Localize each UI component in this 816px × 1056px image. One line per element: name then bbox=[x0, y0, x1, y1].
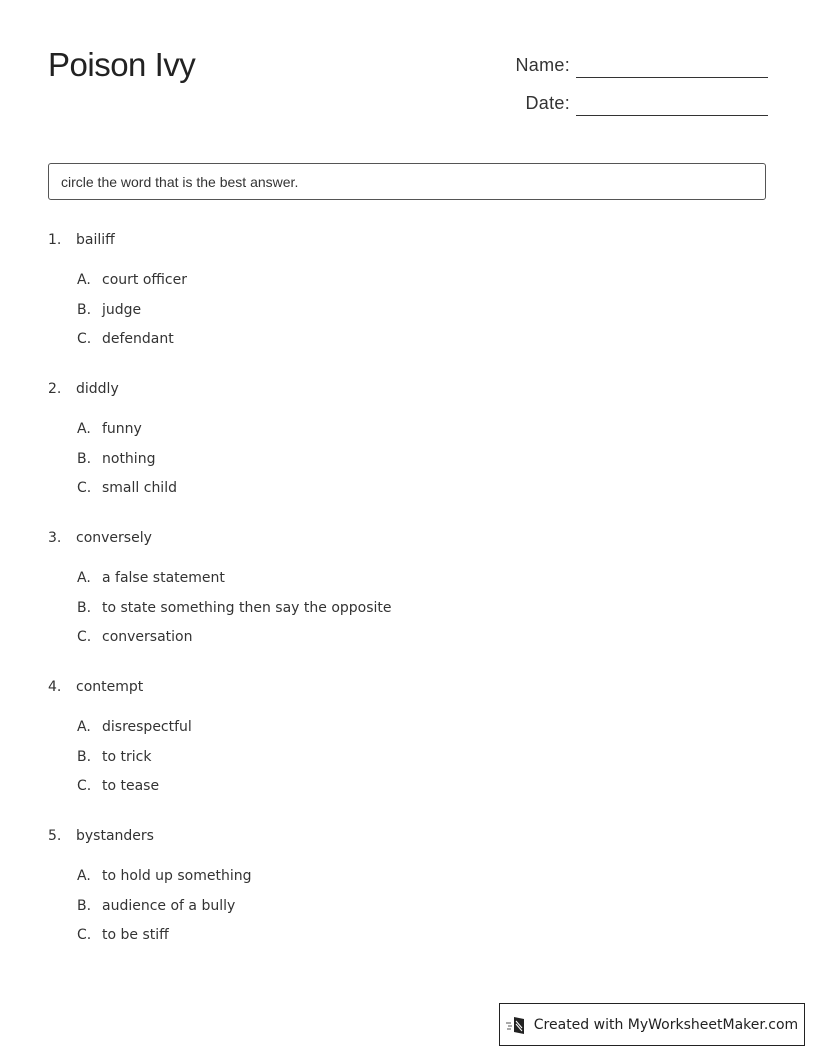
option-text-c[interactable]: conversation bbox=[102, 629, 193, 645]
option-letter-b: B. bbox=[77, 749, 92, 765]
question-number: 1. bbox=[48, 232, 62, 248]
name-blank-line[interactable] bbox=[576, 77, 768, 78]
option-letter-c: C. bbox=[77, 629, 92, 645]
option-text-a[interactable]: court officer bbox=[102, 272, 187, 288]
date-blank-line[interactable] bbox=[576, 115, 768, 116]
option-letter-a: A. bbox=[77, 570, 91, 586]
option-letter-a: A. bbox=[77, 868, 91, 884]
option-text-c[interactable]: to be stiff bbox=[102, 927, 169, 943]
option-letter-a: A. bbox=[77, 272, 91, 288]
question-word: contempt bbox=[76, 679, 144, 695]
date-label: Date: bbox=[525, 93, 570, 113]
option-letter-b: B. bbox=[77, 451, 92, 467]
instructions-box bbox=[48, 163, 766, 200]
option-text-a[interactable]: to hold up something bbox=[102, 868, 252, 884]
worksheet-maker-logo-icon bbox=[506, 1015, 528, 1035]
question-number: 3. bbox=[48, 530, 62, 546]
option-text-c[interactable]: defendant bbox=[102, 331, 174, 347]
question-word: bystanders bbox=[76, 828, 154, 844]
option-letter-c: C. bbox=[77, 778, 92, 794]
option-text-a[interactable]: funny bbox=[102, 421, 142, 437]
question-number: 5. bbox=[48, 828, 62, 844]
name-label: Name: bbox=[515, 55, 570, 75]
question-number: 2. bbox=[48, 381, 62, 397]
option-text-b[interactable]: audience of a bully bbox=[102, 898, 236, 914]
date-field bbox=[490, 86, 768, 116]
option-letter-c: C. bbox=[77, 480, 92, 496]
option-letter-c: C. bbox=[77, 331, 92, 347]
question-number: 4. bbox=[48, 679, 62, 695]
option-text-a[interactable]: disrespectful bbox=[102, 719, 192, 735]
option-text-b[interactable]: judge bbox=[102, 302, 142, 318]
option-text-b[interactable]: to trick bbox=[102, 749, 152, 765]
question-word: conversely bbox=[76, 530, 152, 546]
option-letter-a: A. bbox=[77, 719, 91, 735]
option-letter-b: B. bbox=[77, 302, 92, 318]
question-word: bailiff bbox=[76, 232, 115, 248]
option-text-c[interactable]: to tease bbox=[102, 778, 160, 794]
worksheet-title: Poison Ivy bbox=[48, 46, 196, 83]
option-letter-b: B. bbox=[77, 600, 92, 616]
option-letter-c: C. bbox=[77, 927, 92, 943]
footer-badge[interactable] bbox=[499, 1003, 805, 1046]
name-field bbox=[490, 48, 768, 78]
option-letter-b: B. bbox=[77, 898, 92, 914]
option-text-c[interactable]: small child bbox=[102, 480, 177, 496]
option-text-b[interactable]: to state something then say the opposite bbox=[102, 600, 392, 616]
question-word: diddly bbox=[76, 381, 119, 397]
option-text-a[interactable]: a false statement bbox=[102, 570, 225, 586]
option-letter-a: A. bbox=[77, 421, 91, 437]
option-text-b[interactable]: nothing bbox=[102, 451, 156, 467]
instructions-text: circle the word that is the best answer. bbox=[61, 173, 299, 190]
footer-text: Created with MyWorksheetMaker.com bbox=[533, 1016, 799, 1033]
